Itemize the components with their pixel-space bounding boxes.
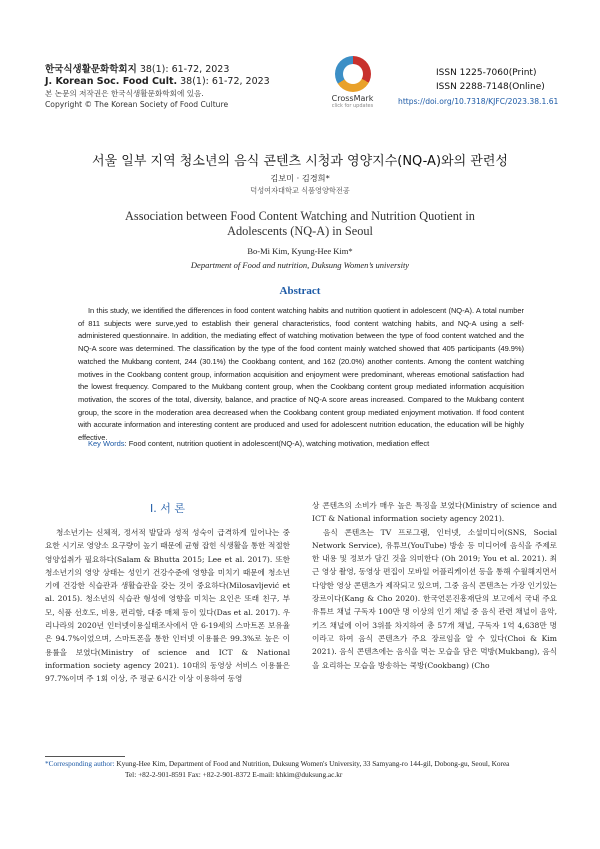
- section-heading-introduction: I. 서 론: [150, 502, 185, 515]
- crossmark-icon: [335, 56, 371, 92]
- corresponding-author-note: [45, 759, 557, 780]
- crossmark-sub: click for updates: [331, 103, 374, 109]
- body-column-left: [45, 526, 290, 686]
- title-korean: 서울 일부 지역 청소년의 음식 콘텐츠 시청과 영양지수(NQ-A)와의 관련성: [92, 154, 508, 169]
- paragraph: 청소년기는 신체적, 정서적 발달과 성적 성숙이 급격하게 일어나는 중요한 시기로 영양소 요구량이 높기 때문에 균형 잡힌 식생활을 통한 적절한 영양섭취가 필요하다(Salam & Bhutta 2015; Lee et al. 2017). 또한 청소년기의 영양 상태는 성인기 건강수준에 영향을 미치기 때문에 청소년기에 건강한 식습관과 생활습관을 갖는 것이 중요하다(Milosavljević et al. 2015). 청소년의 식습관 형성에 영향을 미치는 요인은 또래 친구, 부모, 식품 선호도, 비용, 편리함, 대중 매체 등이 있다(Das et al. 2017). 우리나라의 2020년 인터넷이용실태조사에서 만 6-19세의 스마트폰 보유율은 94.7%이었으며, 스마트폰을 통한 인터넷 이용률은 99.3%로 높은 이용률을 보였다(Ministry of science and ICT & National information society agency 2021). 10대의 동영상 서비스 이용률은 97.7%이며 주 1회 이상, 주 평균 6시간 이상 이용하여 동영: [45, 528, 290, 684]
- issn-online: ISSN 2288-7148(Online): [436, 82, 545, 92]
- affiliation-english: Department of Food and nutrition, Duksung Women’s university: [190, 260, 410, 270]
- copyright-block: [45, 89, 228, 110]
- body-column-right: [312, 499, 557, 672]
- keywords-label: Key Words: [88, 439, 125, 448]
- corresponding-text: Kyung-Hee Kim, Department of Food and Nutrition, Duksung Women's University, 33 Samyang-ro 144-gil, Dobong-gu, Seoul, Korea: [114, 759, 510, 768]
- issn-block: [436, 66, 545, 94]
- journal-vol-ko: 38(1): 61-72, 2023: [139, 64, 230, 75]
- journal-name-en: J. Korean Soc. Food Cult.: [45, 76, 178, 87]
- authors-korean: 김보미 · 김경희*: [270, 173, 330, 183]
- affiliation-korean: 덕성여자대학교 식품영양학전공: [250, 186, 350, 195]
- crossmark-badge[interactable]: [330, 56, 375, 109]
- keywords: [88, 439, 528, 448]
- abstract-body: In this study, we identified the differences in food content watching habits and nutrition quotient in adolescent (NQ-A). A total number of 811 subjects were surve,yed to establish their general characteristics, food content watching habits, and NQ-A using a self-administered questionnaire. In addition, the mediating effect of watching motivation between the type of food content watched and the NQ-A score was determined. The classification by the type of the food content mainly watched showed that 405 participants (49.9%) watched the Mukbang content, 244 (30.1%) the Cookbang content, and 162 (20.0%) another contents. Among the content watching motives in the Cookbang content group, information acquisition and enjoyment were predominant, whereas emotional satisfaction had the lowest frequency. Compared to the Mukbang content group, when the Cookbang content group mediated information acquisition motivation, the scores of the total, diversity, balance, and practice of NQ-A score areas increased. Compared to the Mukbang content group, the score in the moderation area decreased when the Cookbang content group mediated enjoyment motivation. If food content with accurate information and interesting content are produced and used for adolescent nutrition education, the education will be highly effective.: [78, 306, 524, 443]
- doi-link[interactable]: https://doi.org/10.7318/KJFC/2023.38.1.61: [398, 97, 559, 106]
- copyright-notice-ko: 본 논문의 저작권은 한국식생활문화학회에 있음.: [45, 89, 204, 98]
- corresponding-contact: Tel: +82-2-901-8591 Fax: +82-2-901-8372 E-mail: khkim@duksung.ac.kr: [125, 769, 343, 779]
- crossmark-label: CrossMark: [331, 94, 374, 103]
- abstract-heading: Abstract: [279, 285, 321, 297]
- journal-vol-en: 38(1): 61-72, 2023: [180, 76, 270, 87]
- title-english: Association between Food Content Watching and Nutrition Quotient in Adolescents (NQ-A) in Seoul: [125, 209, 475, 238]
- paragraph: 음식 콘텐츠는 TV 프로그램, 인터넷, 소셜미디어(SNS, Social Network Service), 유튜브(YouTube) 방송 등 미디어에 음식을 주제로 한 내용 및 정보가 담긴 것을 의미한다 (Oh 2019; You et al. 2021). 최근 영상 촬영, 동영상 편집이 모바일 어플리케이션 등을 통해 수월해지면서 다양한 영상 콘텐츠가 제작되고 있으며, 그중 음식 콘텐츠는 가장 인기있는 장르이다(Kang & Cho 2020). 한국언론진흥재단의 보고에서 국내 주요 유튜브 채널 구독자 100만 명 이상의 인기 채널 중 음식 관련 채널이 음악, 키즈 채널에 이어 3위를 차지하여 총 57개 채널, 구독자 1억 4,638만 명이라고 하여 음식 콘텐츠가 주요 장르임을 알 수 있다(Choi & Kim 2021). 음식 콘텐츠에는 음식을 먹는 모습을 담은 먹방(Mukbang), 음식을 요리하는 모습을 방송하는 쿡방(Cookbang) (Cho: [312, 527, 557, 670]
- footnote-divider: [45, 756, 125, 757]
- issn-print: ISSN 1225-7060(Print): [436, 68, 537, 78]
- copyright-line: Copyright © The Korean Society of Food Culture: [45, 99, 229, 109]
- authors-english: Bo-Mi Kim, Kyung-Hee Kim*: [247, 246, 353, 256]
- corresponding-label: *Corresponding author:: [45, 759, 115, 768]
- journal-name-ko: 한국식생활문화학회지: [45, 64, 137, 75]
- keywords-text: : Food content, nutrition quotient in adolescent(NQ-A), watching motivation, mediation effect: [124, 439, 430, 448]
- paragraph: 상 콘텐츠의 소비가 매우 높은 특징을 보였다(Ministry of science and ICT & National information society agency 2021).: [312, 501, 557, 524]
- journal-header: [45, 64, 270, 88]
